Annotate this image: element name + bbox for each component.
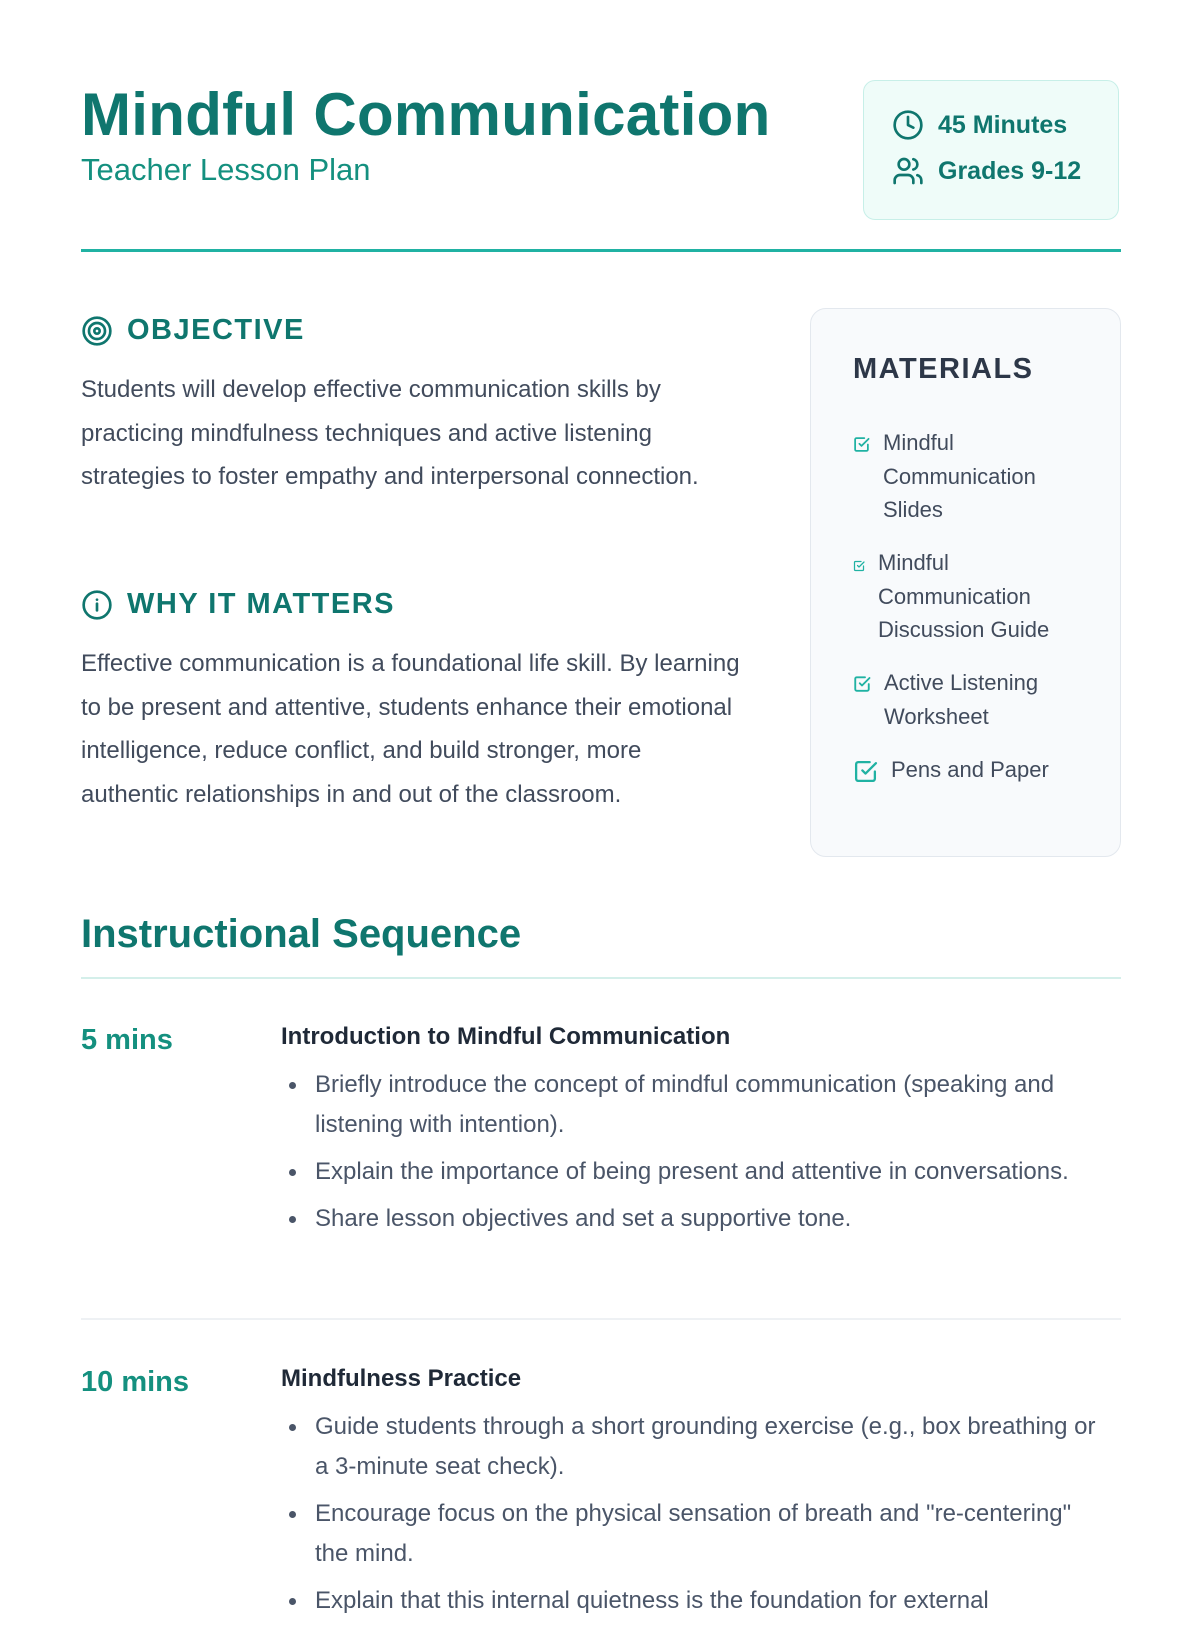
step-title: Introduction to Mindful Communication <box>281 1023 731 1050</box>
material-item <box>853 426 1073 527</box>
list-item: Encourage focus on the physical sensation of breath and "re-centering" the mind. <box>281 1494 1101 1574</box>
grades-label: Grades 9-12 <box>938 156 1082 185</box>
material-label: Mindful Communication Discussion Guide <box>878 550 1050 642</box>
page-title: Mindful Communication <box>81 81 771 148</box>
users-icon <box>892 155 924 187</box>
checkbox-icon <box>853 560 865 572</box>
info-icon <box>81 589 113 621</box>
step-bullets <box>281 1065 1101 1246</box>
material-item <box>853 753 1093 787</box>
material-item <box>853 546 1083 647</box>
list-item: Explain that this internal quietness is the foundation for external <box>281 1581 1101 1621</box>
why-title: WHY IT MATTERS <box>127 588 396 620</box>
step-duration: 10 mins <box>81 1366 189 1398</box>
list-item: Explain the importance of being present and attentive in conversations. <box>281 1152 1101 1192</box>
duration-meta <box>892 109 1067 141</box>
objective-title: OBJECTIVE <box>127 314 305 346</box>
list-item: Briefly introduce the concept of mindful communication (speaking and listening with intention). <box>281 1065 1101 1145</box>
sequence-title: Instructional Sequence <box>81 912 522 956</box>
list-item: Guide students through a short grounding exercise (e.g., box breathing or a 3-minute seat check). <box>281 1407 1101 1487</box>
material-label: Pens and Paper <box>891 757 1049 782</box>
lesson-plan-page <box>81 0 1121 1614</box>
materials-title: MATERIALS <box>853 353 1034 385</box>
objective-text: Students will develop effective communication skills by practicing mindfulness techniques and active listening strategies to foster empathy and interpersonal connection. <box>81 376 699 490</box>
clock-icon <box>892 109 924 141</box>
step-bullets <box>281 1407 1101 1628</box>
step-duration: 5 mins <box>81 1024 173 1056</box>
material-label: Mindful Communication Slides <box>883 430 1036 522</box>
step-title: Mindfulness Practice <box>281 1365 522 1392</box>
grades-meta <box>892 155 1081 187</box>
why-text: Effective communication is a foundational life skill. By learning to be present and attentive, students enhance their emotional intelligence, reduce conflict, and build stronger, more authentic relationships in and out of the classroom. <box>81 650 740 808</box>
duration-label: 45 Minutes <box>938 110 1068 139</box>
material-label: Active Listening Worksheet <box>884 670 1039 729</box>
lesson-meta-card <box>863 80 1119 220</box>
list-item: Share lesson objectives and set a supportive tone. <box>281 1199 1101 1239</box>
sequence-divider <box>81 977 1121 979</box>
objective-heading <box>81 314 305 347</box>
header-divider <box>81 249 1121 252</box>
target-icon <box>81 315 113 347</box>
page-subtitle: Teacher Lesson Plan <box>81 152 371 187</box>
material-item <box>853 666 1083 733</box>
checkbox-icon <box>853 759 878 784</box>
checkbox-icon <box>853 436 870 453</box>
why-heading <box>81 588 395 621</box>
step-divider <box>81 1318 1121 1320</box>
materials-panel <box>810 308 1121 857</box>
checkbox-icon <box>853 675 871 693</box>
